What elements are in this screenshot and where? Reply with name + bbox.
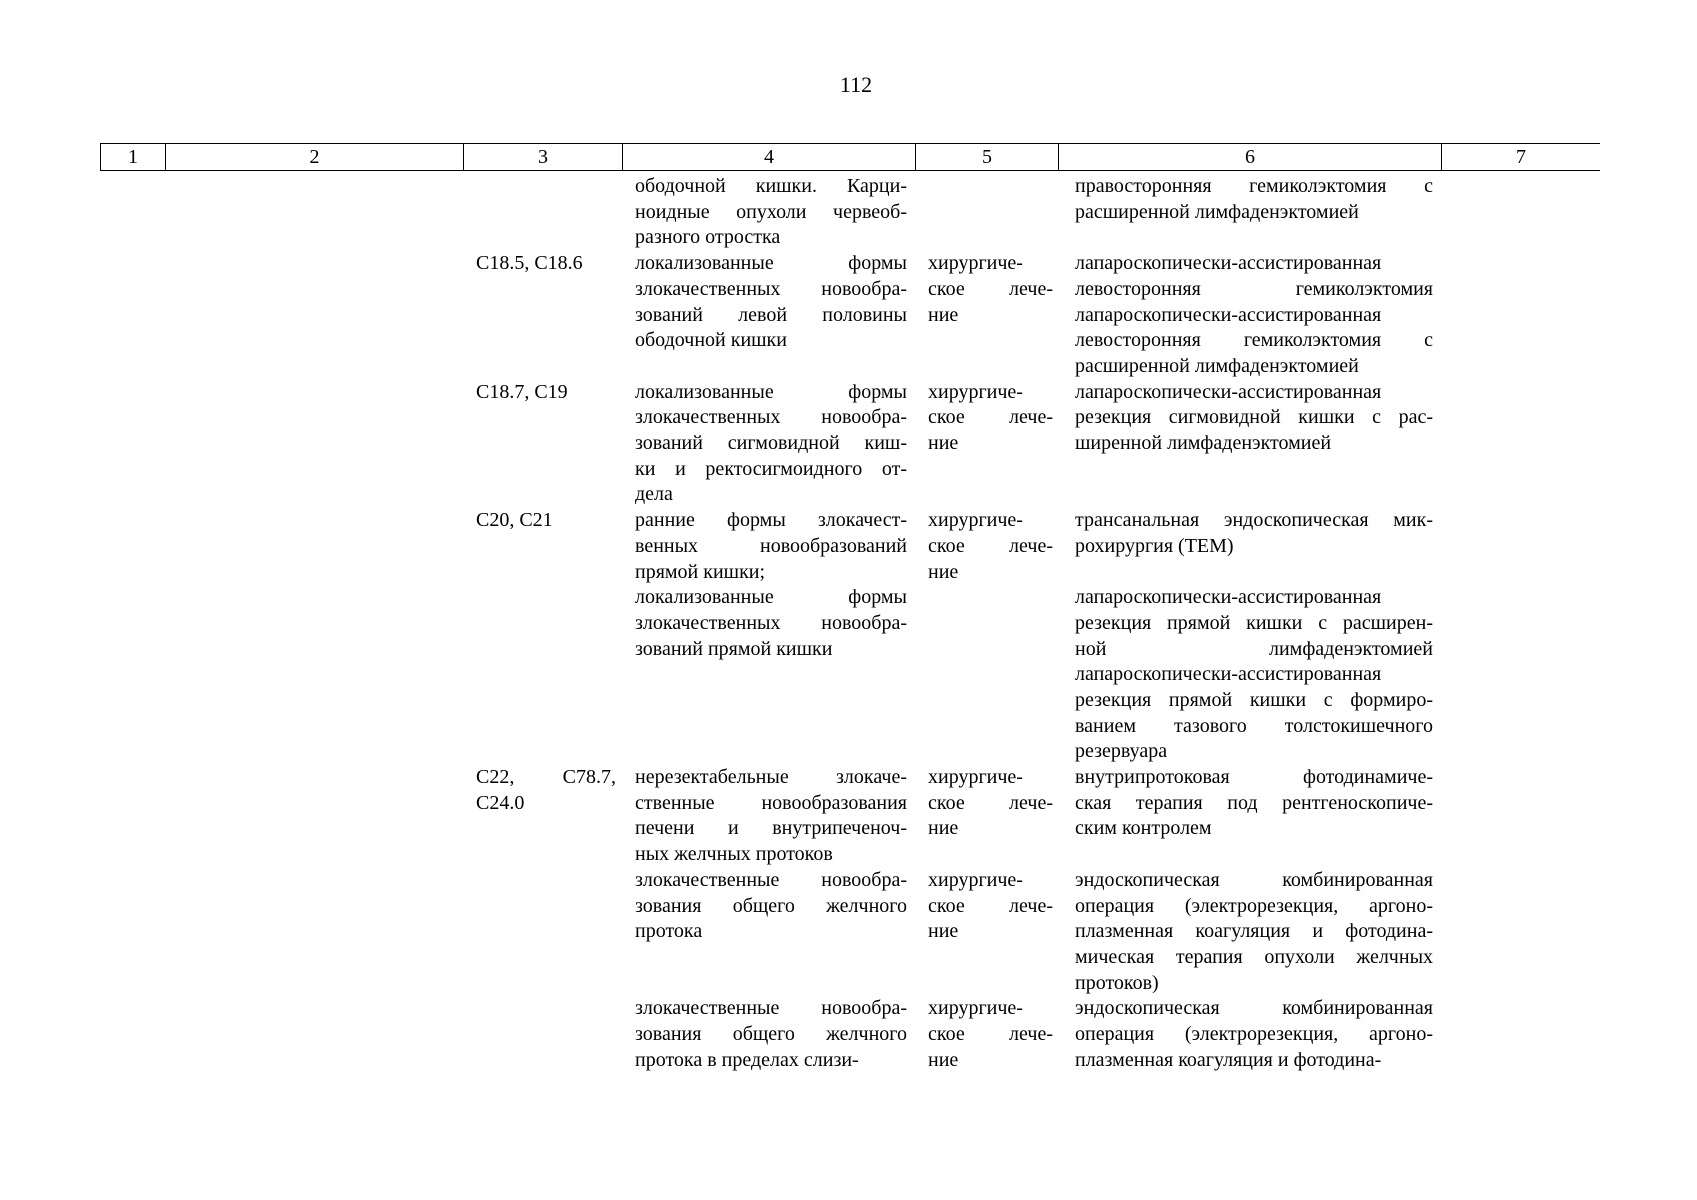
diagnosis-cell (635, 996, 907, 1073)
code-cell (476, 251, 616, 277)
page-number: 112 (839, 72, 873, 97)
cell-line: хирургиче- (928, 868, 1023, 891)
cell-line: лапароскопически-ассистированная (1075, 380, 1382, 403)
cell-line: лапароскопически-ассистированная (1075, 303, 1382, 326)
cell-line: нерезектабельные злокаче- (635, 766, 907, 789)
cell-line: ки и ректосигмоидного от- (635, 457, 907, 480)
cell-line: ние (928, 817, 959, 840)
cell-line: лапароскопически-ассистированная (1075, 663, 1382, 686)
cell-line: C18.7, C19 (476, 380, 568, 403)
method-cell (1075, 996, 1433, 1073)
cell-line: ское лече- (928, 1023, 1053, 1046)
cell-line: лапароскопически-ассистированная (1075, 586, 1382, 609)
cell-line: злокачественные новообра- (635, 997, 907, 1020)
cell-line: трансанальная эндоскопическая мик- (1075, 509, 1433, 532)
cell-line: хирургиче- (928, 509, 1023, 532)
cell-line: резекция прямой кишки с расширен- (1075, 611, 1433, 634)
diagnosis-cell (635, 765, 907, 868)
treatment-type-cell (928, 251, 1053, 328)
cell-line: ние (928, 560, 959, 583)
cell-line: ванием тазового толстокишечного (1075, 714, 1433, 737)
method-cell (1075, 585, 1433, 765)
diagnosis-cell (635, 174, 907, 251)
cell-line: ское лече- (928, 277, 1053, 300)
cell-line: ние (928, 920, 959, 943)
cell-line: ных желчных протоков (635, 843, 833, 866)
cell-line: протоков) (1075, 971, 1159, 994)
cell-line: злокачественные новообра- (635, 868, 907, 891)
diagnosis-cell (635, 380, 907, 509)
column-header-2: 2 (166, 143, 464, 171)
cell-line: ское лече- (928, 406, 1053, 429)
cell-line: рохирургия (ТЕМ) (1075, 534, 1234, 557)
cell-line: дела (635, 483, 673, 506)
cell-line: ское лече- (928, 894, 1053, 917)
cell-line: плазменная коагуляция и фотодина- (1075, 920, 1433, 943)
cell-line: резекция сигмовидной кишки с рас- (1075, 406, 1433, 429)
cell-line: ственные новообразования (635, 791, 907, 814)
cell-line: ной лимфаденэктомией (1075, 637, 1433, 660)
column-header-5: 5 (916, 143, 1059, 171)
cell-line: хирургиче- (928, 252, 1023, 275)
cell-line: зования общего желчного (635, 894, 907, 917)
method-cell (1075, 174, 1433, 225)
cell-line: эндоскопическая комбинированная (1075, 997, 1433, 1020)
cell-line: прямой кишки; (635, 560, 766, 583)
column-header-7: 7 (1442, 143, 1600, 171)
table-row (0, 380, 1697, 509)
code-cell (476, 765, 616, 816)
treatment-type-cell (928, 380, 1053, 457)
method-cell (1075, 765, 1433, 842)
cell-line: ободочной кишки. Карци- (635, 175, 907, 197)
table-row (0, 585, 1697, 765)
treatment-type-cell (928, 868, 1053, 945)
method-cell (1075, 251, 1433, 380)
cell-line: зований сигмовидной киш- (635, 432, 907, 454)
cell-line: злокачественных новообра- (635, 611, 907, 634)
method-cell (1075, 508, 1433, 559)
code-cell (476, 380, 616, 406)
cell-line: плазменная коагуляция и фотодина- (1075, 1048, 1382, 1071)
cell-line: C20, C21 (476, 509, 553, 532)
cell-line: венных новообразований (635, 534, 907, 557)
cell-line: ние (928, 1048, 959, 1071)
column-header-6: 6 (1059, 143, 1442, 171)
cell-line: расширенной лимфаденэктомией (1075, 200, 1359, 223)
cell-line: C18.5, C18.6 (476, 252, 583, 275)
cell-line: резекция прямой кишки с формиро- (1075, 689, 1433, 711)
table-body (0, 174, 1697, 1073)
diagnosis-cell (635, 585, 907, 662)
diagnosis-cell (635, 868, 907, 945)
cell-line: протока в пределах слизи- (635, 1048, 859, 1071)
cell-line: злокачественных новообра- (635, 277, 907, 300)
treatment-type-cell (928, 765, 1053, 842)
cell-line: ское лече- (928, 534, 1053, 557)
cell-line: хирургиче- (928, 380, 1023, 403)
cell-line: C22, C78.7, (476, 766, 616, 789)
cell-line: ская терапия под рентгеноскопиче- (1075, 791, 1433, 814)
diagnosis-cell (635, 508, 907, 585)
cell-line: локализованные формы (635, 586, 907, 609)
cell-line: C24.0 (476, 791, 525, 814)
cell-line: ранние формы злокачест- (635, 509, 907, 532)
table-row (0, 868, 1697, 997)
cell-line: резервуара (1075, 740, 1168, 763)
table-row (0, 996, 1697, 1073)
cell-line: операция (электрорезекция, аргоно- (1075, 1023, 1433, 1046)
method-cell (1075, 380, 1433, 457)
cell-line: ским контролем (1075, 817, 1212, 840)
cell-line: ское лече- (928, 791, 1053, 814)
column-header-3: 3 (464, 143, 623, 171)
cell-line: ноидные опухоли червеоб- (635, 200, 907, 223)
column-header-row (100, 143, 1600, 171)
cell-line: операция (электрорезекция, аргоно- (1075, 894, 1433, 917)
column-header-4: 4 (623, 143, 916, 171)
table-row (0, 508, 1697, 585)
cell-line: левосторонняя гемиколэктомия (1075, 277, 1433, 300)
cell-line: печени и внутрипеченоч- (635, 817, 907, 840)
cell-line: ние (928, 303, 959, 326)
code-cell (476, 508, 616, 534)
cell-line: левосторонняя гемиколэктомия с (1075, 329, 1433, 352)
treatment-type-cell (928, 508, 1053, 585)
table-row (0, 174, 1697, 251)
cell-line: ние (928, 432, 959, 454)
treatment-type-cell (928, 996, 1053, 1073)
cell-line: зования общего желчного (635, 1023, 907, 1046)
diagnosis-cell (635, 251, 907, 354)
cell-line: локализованные формы (635, 380, 907, 403)
cell-line: мическая терапия опухоли желчных (1075, 945, 1433, 968)
cell-line: лапароскопически-ассистированная (1075, 252, 1382, 275)
table-row (0, 765, 1697, 868)
cell-line: эндоскопическая комбинированная (1075, 868, 1433, 891)
cell-line: внутрипротоковая фотодинамиче- (1075, 766, 1433, 789)
cell-line: хирургиче- (928, 997, 1023, 1020)
cell-line: разного отростка (635, 226, 781, 249)
cell-line: локализованные формы (635, 252, 907, 275)
cell-line: правосторонняя гемиколэктомия с (1075, 175, 1433, 197)
table-row (0, 251, 1697, 380)
cell-line: ободочной кишки (635, 329, 787, 352)
method-cell (1075, 868, 1433, 997)
cell-line: ширенной лимфаденэктомией (1075, 432, 1332, 454)
cell-line: расширенной лимфаденэктомией (1075, 354, 1359, 377)
cell-line: злокачественных новообра- (635, 406, 907, 429)
column-header-1: 1 (100, 143, 166, 171)
cell-line: хирургиче- (928, 766, 1023, 789)
cell-line: зований прямой кишки (635, 637, 833, 660)
cell-line: протока (635, 920, 703, 943)
cell-line: зований левой половины (635, 303, 907, 326)
